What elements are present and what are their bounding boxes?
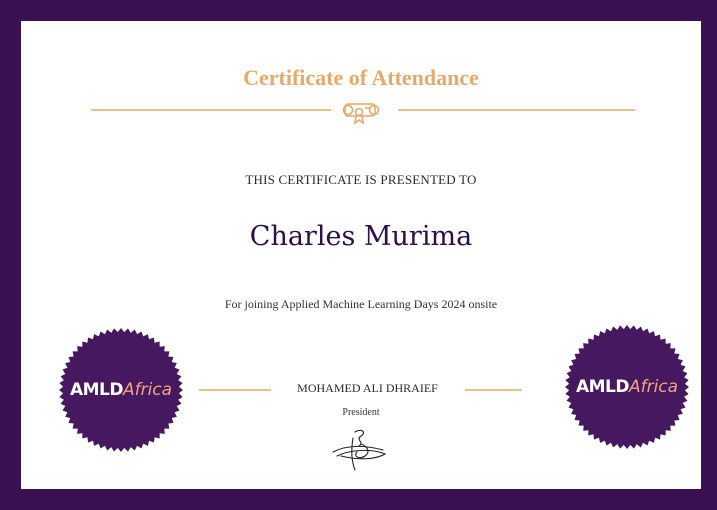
signature-rule-right [465,389,522,391]
signature-icon [331,426,387,472]
signer-role: President [342,407,380,418]
certificate-paper [21,21,701,489]
title-rule-left [91,109,331,111]
seal-accent: Africa [628,377,679,397]
title-rule-right [398,109,635,111]
amld-africa-seal-right [563,323,691,451]
seal-wordmark: AMLD [575,377,629,397]
certificate-title: Certificate of Attendance [243,65,479,90]
signature-rule-left [199,389,271,391]
seal-logo-text [563,323,691,451]
seal-logo-text [57,326,185,454]
amld-africa-seal-left [57,326,185,454]
diploma-icon [339,97,383,125]
signer-name: MOHAMED ALI DHRAIEF [297,381,438,395]
presented-to-label: THIS CERTIFICATE IS PRESENTED TO [245,172,477,187]
attendance-reason: For joining Applied Machine Learning Days 2024 onsite [224,297,498,311]
seal-accent: Africa [122,380,173,400]
recipient-name: Charles Murima [249,221,473,252]
seal-wordmark: AMLD [69,380,123,400]
